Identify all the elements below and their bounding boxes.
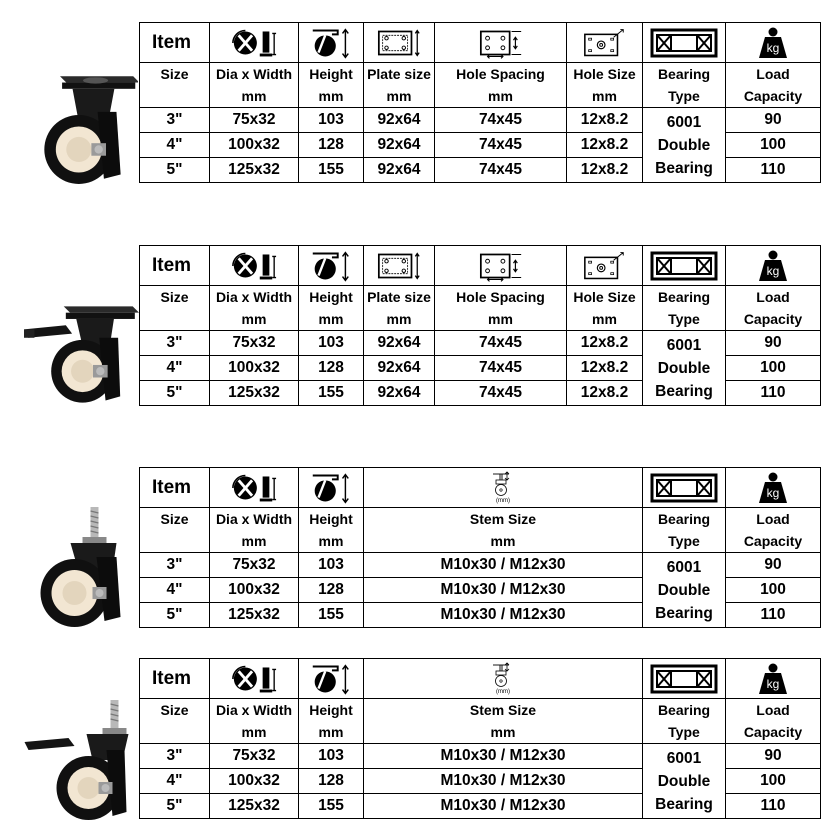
- hole-spacing-header: Hole Spacing mm: [435, 63, 567, 108]
- size-cell: 4": [140, 578, 210, 603]
- height-cell: 155: [299, 158, 364, 183]
- load-cell: 110: [726, 381, 821, 406]
- height-icon: [307, 472, 355, 504]
- bearing-header: Bearing Type: [643, 286, 726, 331]
- size-cell: 3": [140, 108, 210, 133]
- load-header: Load Capacity: [726, 508, 821, 553]
- item-label: Item: [140, 659, 210, 699]
- bearing-header: Bearing Type: [643, 63, 726, 108]
- stem-size-header: Stem Size mm: [364, 508, 643, 553]
- height-icon: [307, 250, 355, 282]
- dia-width-header: Dia x Width mm: [210, 286, 299, 331]
- bearing-icon: [649, 472, 719, 504]
- load-cell: 100: [726, 769, 821, 794]
- size-cell: 5": [140, 381, 210, 406]
- dia-width-header: Dia x Width mm: [210, 63, 299, 108]
- bearing-type-cell: 6001 Double Bearing: [643, 553, 726, 628]
- dia-width-cell: 125x32: [210, 381, 299, 406]
- weight-kg-icon: kg: [756, 26, 790, 60]
- load-cell: 90: [726, 108, 821, 133]
- load-cell: 90: [726, 553, 821, 578]
- plate-brake-caster-image: [24, 302, 139, 407]
- height-cell: 155: [299, 603, 364, 628]
- plate-size-header: Plate size mm: [364, 63, 435, 108]
- hole-spacing-cell: 74x45: [435, 356, 567, 381]
- height-header: Height mm: [299, 286, 364, 331]
- item-label: Item: [140, 23, 210, 63]
- hole-size-icon: [581, 27, 629, 59]
- stem-size-cell: M10x30 / M12x30: [364, 578, 643, 603]
- spec-table-plate-swivel: [139, 22, 821, 183]
- height-cell: 103: [299, 553, 364, 578]
- table-row: [140, 553, 821, 578]
- dia-width-cell: 100x32: [210, 578, 299, 603]
- load-header: Load Capacity: [726, 699, 821, 744]
- load-cell: 100: [726, 356, 821, 381]
- wheel-dimension-icon: [230, 250, 278, 282]
- size-cell: 4": [140, 356, 210, 381]
- height-cell: 128: [299, 578, 364, 603]
- hole-size-cell: 12x8.2: [567, 108, 643, 133]
- hole-size-cell: 12x8.2: [567, 133, 643, 158]
- stem-brake-caster-image: [22, 698, 137, 823]
- height-cell: 103: [299, 331, 364, 356]
- plate-size-cell: 92x64: [364, 133, 435, 158]
- wheel-dimension-icon: [230, 472, 278, 504]
- plate-size-header: Plate size mm: [364, 286, 435, 331]
- height-cell: 155: [299, 794, 364, 819]
- table-row: [140, 331, 821, 356]
- load-cell: 110: [726, 158, 821, 183]
- hole-size-cell: 12x8.2: [567, 331, 643, 356]
- dia-width-header: Dia x Width mm: [210, 699, 299, 744]
- bearing-type-cell: 6001 Double Bearing: [643, 744, 726, 819]
- plate-size-cell: 92x64: [364, 108, 435, 133]
- dia-width-header: Dia x Width mm: [210, 508, 299, 553]
- bearing-icon: [649, 250, 719, 282]
- load-cell: 110: [726, 603, 821, 628]
- size-cell: 4": [140, 133, 210, 158]
- load-cell: 100: [726, 578, 821, 603]
- plate-size-icon: [375, 250, 423, 282]
- height-icon: [307, 27, 355, 59]
- load-header: Load Capacity: [726, 63, 821, 108]
- size-cell: 3": [140, 744, 210, 769]
- table-row: [140, 744, 821, 769]
- dia-width-cell: 100x32: [210, 133, 299, 158]
- load-cell: 90: [726, 744, 821, 769]
- height-cell: 128: [299, 769, 364, 794]
- load-cell: 110: [726, 794, 821, 819]
- size-cell: 5": [140, 158, 210, 183]
- hole-size-header: Hole Size mm: [567, 286, 643, 331]
- wheel-dimension-icon: [230, 663, 278, 695]
- height-cell: 103: [299, 108, 364, 133]
- load-cell: 90: [726, 331, 821, 356]
- stem-size-cell: M10x30 / M12x30: [364, 794, 643, 819]
- height-icon: [307, 663, 355, 695]
- size-header: Size: [140, 286, 210, 331]
- size-header: Size: [140, 63, 210, 108]
- hole-spacing-header: Hole Spacing mm: [435, 286, 567, 331]
- stem-size-icon: (mm): [483, 471, 523, 505]
- stem-size-icon: (mm): [483, 662, 523, 696]
- hole-size-cell: 12x8.2: [567, 356, 643, 381]
- size-cell: 3": [140, 553, 210, 578]
- hole-spacing-cell: 74x45: [435, 331, 567, 356]
- size-header: Size: [140, 508, 210, 553]
- plate-size-icon: [375, 27, 423, 59]
- weight-kg-icon: kg: [756, 471, 790, 505]
- height-cell: 103: [299, 744, 364, 769]
- size-header: Size: [140, 699, 210, 744]
- spec-table-stem-swivel: [139, 467, 821, 628]
- stem-size-header: Stem Size mm: [364, 699, 643, 744]
- plate-size-cell: 92x64: [364, 158, 435, 183]
- item-label: Item: [140, 246, 210, 286]
- hole-size-icon: [581, 250, 629, 282]
- bearing-icon: [649, 663, 719, 695]
- bearing-type-cell: 6001 Double Bearing: [643, 108, 726, 183]
- bearing-header: Bearing Type: [643, 508, 726, 553]
- hole-spacing-icon: [477, 250, 525, 282]
- bearing-header: Bearing Type: [643, 699, 726, 744]
- hole-size-cell: 12x8.2: [567, 158, 643, 183]
- height-header: Height mm: [299, 508, 364, 553]
- dia-width-cell: 125x32: [210, 603, 299, 628]
- stem-size-cell: M10x30 / M12x30: [364, 769, 643, 794]
- spec-table-plate-brake: [139, 245, 821, 406]
- dia-width-cell: 100x32: [210, 356, 299, 381]
- stem-swivel-caster-image: [32, 505, 137, 630]
- bearing-icon: [649, 27, 719, 59]
- weight-kg-icon: kg: [756, 249, 790, 283]
- dia-width-cell: 100x32: [210, 769, 299, 794]
- size-cell: 4": [140, 769, 210, 794]
- plate-swivel-caster-image: [28, 70, 138, 185]
- item-label: Item: [140, 468, 210, 508]
- wheel-dimension-icon: [230, 27, 278, 59]
- stem-size-cell: M10x30 / M12x30: [364, 553, 643, 578]
- weight-kg-icon: kg: [756, 662, 790, 696]
- dia-width-cell: 125x32: [210, 794, 299, 819]
- dia-width-cell: 75x32: [210, 553, 299, 578]
- hole-size-header: Hole Size mm: [567, 63, 643, 108]
- spec-table-stem-brake: [139, 658, 821, 819]
- dia-width-cell: 75x32: [210, 108, 299, 133]
- height-cell: 128: [299, 356, 364, 381]
- stem-size-cell: M10x30 / M12x30: [364, 603, 643, 628]
- hole-spacing-icon: [477, 27, 525, 59]
- height-header: Height mm: [299, 699, 364, 744]
- height-cell: 128: [299, 133, 364, 158]
- dia-width-cell: 75x32: [210, 331, 299, 356]
- load-header: Load Capacity: [726, 286, 821, 331]
- dia-width-cell: 125x32: [210, 158, 299, 183]
- size-cell: 5": [140, 794, 210, 819]
- load-cell: 100: [726, 133, 821, 158]
- size-cell: 3": [140, 331, 210, 356]
- plate-size-cell: 92x64: [364, 331, 435, 356]
- hole-spacing-cell: 74x45: [435, 158, 567, 183]
- height-header: Height mm: [299, 63, 364, 108]
- plate-size-cell: 92x64: [364, 381, 435, 406]
- stem-size-cell: M10x30 / M12x30: [364, 744, 643, 769]
- height-cell: 155: [299, 381, 364, 406]
- table-row: [140, 108, 821, 133]
- hole-size-cell: 12x8.2: [567, 381, 643, 406]
- dia-width-cell: 75x32: [210, 744, 299, 769]
- size-cell: 5": [140, 603, 210, 628]
- hole-spacing-cell: 74x45: [435, 108, 567, 133]
- plate-size-cell: 92x64: [364, 356, 435, 381]
- hole-spacing-cell: 74x45: [435, 133, 567, 158]
- bearing-type-cell: 6001 Double Bearing: [643, 331, 726, 406]
- hole-spacing-cell: 74x45: [435, 381, 567, 406]
